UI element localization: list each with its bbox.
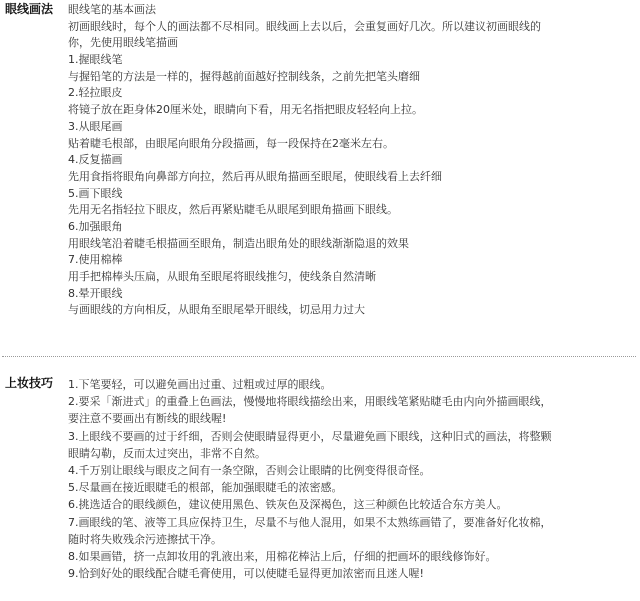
step-title: 8.晕开眼线 [68,286,123,300]
text-line: 初画眼线时，每个人的画法都不尽相同。眼线画上去以后，会重复画好几次。所以建议初画眼线的 [68,19,541,33]
step-description: 与握铅笔的方法是一样的，握得越前面越好控制线条，之前先把笔头磨细 [68,69,420,83]
step-description: 用眼线笔沿着睫毛根描画至眼角，制造出眼角处的眼线渐渐隐退的效果 [68,236,409,250]
text-line: 眼线笔的基本画法 [68,3,156,16]
step-title: 1.握眼线笔 [68,53,123,67]
tip-line: 7.画眼线的笔、液等工具应保持卫生，尽量不与他人混用，如果不太熟练画错了，要准备好化妆棉， [68,515,552,529]
tip-line: 5.尽量画在接近眼睫毛的根部，能加强眼睫毛的浓密感。 [68,481,343,495]
step-title: 3.从眼尾画 [68,119,123,133]
tip-line: 2.要采「渐进式」的重叠上色画法，慢慢地将眼线描绘出来，用眼线笔紧贴睫毛由内向外描画眼线， [68,395,552,409]
makeup-tips-content [68,376,634,582]
step-description: 先用食指将眼角向鼻部方向拉，然后再从眼角描画至眼尾，使眼线看上去纤细 [68,169,442,183]
tip-line: 3.上眼线不要画的过于纤细，否则会使眼睛显得更小，尽量避免画下眼线，这种旧式的画法，将整颗 [68,429,552,443]
tip-line: 4.千万别让眼线与眼皮之间有一条空隙，否则会让眼睛的比例变得很奇怪。 [68,463,431,477]
step-title: 5.画下眼线 [68,186,123,200]
step-title: 2.轻拉眼皮 [68,86,123,100]
tip-line: 随时将失败残余污迹擦拭干净。 [68,532,222,546]
step-title: 4.反复描画 [68,153,123,167]
section-heading-eyeliner-method: 眼线画法 [5,2,54,16]
step-title: 7.使用棉棒 [68,253,123,267]
text-line: 你，先使用眼线笔描画 [68,36,178,50]
section-heading-makeup-tips: 上妆技巧 [5,376,54,390]
step-description: 贴着睫毛根部，由眼尾向眼角分段描画，每一段保持在2毫米左右。 [68,136,394,150]
tip-line: 6.挑选适合的眼线颜色，建议使用黑色、铁灰色及深褐色，这三种颜色比较适合东方美人。 [68,498,508,512]
tip-line: 要注意不要画出有断线的眼线喔! [68,412,227,426]
tip-line: 眼睛勾勒，反而太过突出，非常不自然。 [68,446,266,460]
step-description: 用手把棉棒头压扁，从眼角至眼尾将眼线推匀，使线条自然清晰 [68,270,376,283]
step-description: 与画眼线的方向相反，从眼角至眼尾晕开眼线，切忌用力过大 [68,303,365,317]
tip-line: 9.恰到好处的眼线配合睫毛膏使用，可以使睫毛显得更加浓密而且迷人喔! [68,567,424,581]
section-divider [2,356,636,357]
step-description: 先用无名指轻拉下眼皮，然后再紧贴睫毛从眼尾到眼角描画下眼线。 [68,203,398,217]
tip-line: 1.下笔要轻，可以避免画出过重、过粗或过厚的眼线。 [68,378,332,391]
eyeliner-method-content [68,2,634,319]
step-title: 6.加强眼角 [68,219,123,233]
step-description: 将镜子放在距身体20厘米处，眼睛向下看，用无名指把眼皮轻轻向上拉。 [68,103,423,117]
tip-line: 8.如果画错，挤一点卸妆用的乳液出来，用棉花棒沾上后，仔细的把画坏的眼线修饰好。 [68,549,497,563]
